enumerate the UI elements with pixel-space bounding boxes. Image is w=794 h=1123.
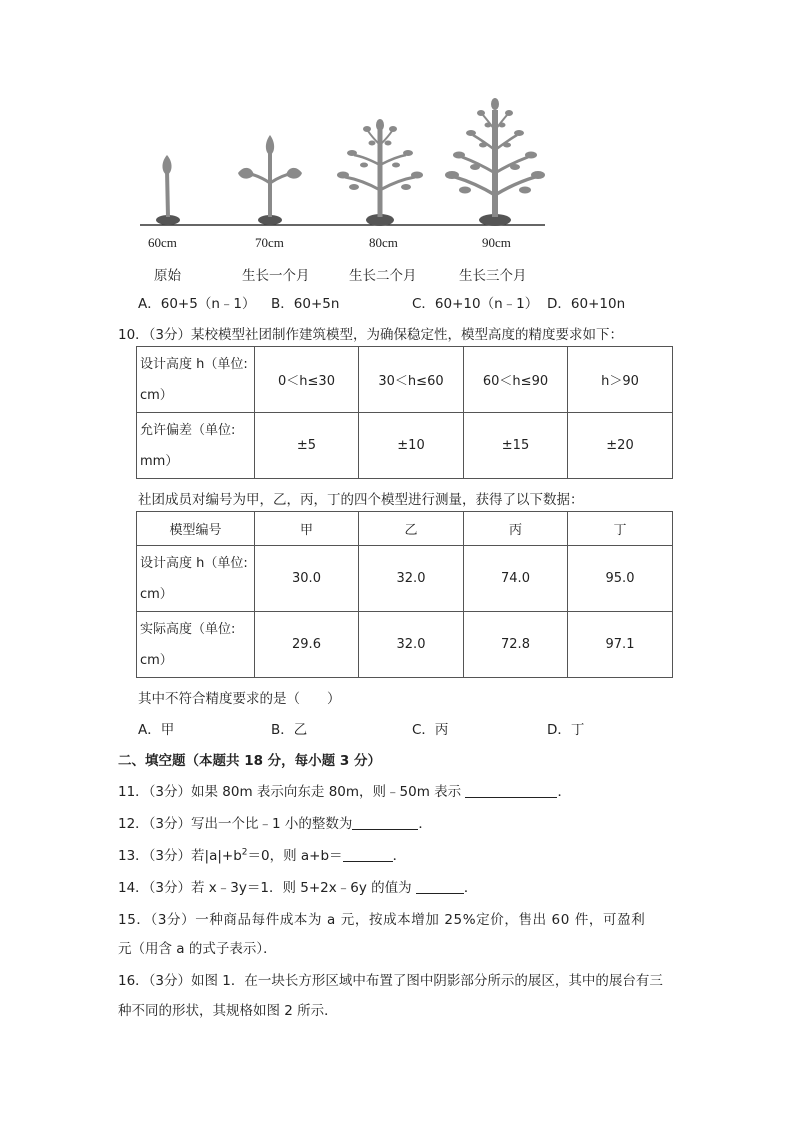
q15-line2: 元（用含 a 的式子表示）． (118, 941, 277, 957)
actual-height-row-header: 实际高度（单位: cm） (137, 612, 255, 678)
q10-stem: 10．（3分）某校模型社团制作建筑模型，为确保稳定性，模型高度的精度要求如下： (118, 327, 624, 343)
q10-intro2: 社团成员对编号为甲，乙，丙，丁的四个模型进行测量，获得了以下数据： (138, 492, 584, 508)
model-id-header: 模型编号 (137, 512, 255, 546)
q10-option-c: C．丙 (412, 722, 449, 738)
q9-option-d: D．60+10n (547, 296, 626, 312)
stage-label: 生长二个月 (349, 268, 417, 284)
tolerance-cell: ±20 (568, 413, 673, 479)
q9-option-a: A．60+5（n﹣1） (138, 296, 256, 312)
q13: 13．（3分）若$|a|+b^2=0$，则 a+b＝ ． (118, 847, 407, 864)
stage-label: 原始 (154, 268, 181, 284)
q10-option-d: D．丁 (547, 722, 585, 738)
q16-line2: 种不同的形状，其规格如图 2 所示． (118, 1003, 338, 1019)
tolerance-header: 允许偏差（单位: mm） (137, 413, 255, 479)
stage-label: 生长一个月 (242, 268, 310, 284)
plant-growth-figure (140, 95, 550, 230)
height-label: 60cm (148, 235, 177, 250)
q9-option-b: B．60+5n (271, 296, 340, 312)
q10-question: 其中不符合精度要求的是（ ） (138, 691, 341, 707)
q14: 14．（3分）若 x﹣3y＝1．则 5+2x﹣6y 的值为 ． (118, 880, 478, 896)
height-label: 70cm (255, 235, 284, 250)
model-cell: 丙 (464, 512, 568, 546)
range-cell: 60＜h≤90 (464, 347, 568, 413)
section-heading: 二、填空题（本题共 18 分，每小题 3 分） (118, 753, 381, 769)
plant-one-month (238, 135, 302, 225)
design-cell: 30.0 (255, 546, 359, 612)
answer-blank[interactable] (343, 847, 393, 862)
tolerance-cell: ±10 (359, 413, 464, 479)
height-label: 80cm (369, 235, 398, 250)
q11: 11．（3分）如果 80m 表示向东走 80m，则﹣50m 表示 ． (118, 784, 571, 800)
plant-three-months (445, 98, 545, 226)
plant-two-months (337, 119, 423, 226)
design-cell: 74.0 (464, 546, 568, 612)
tolerance-cell: ±15 (464, 413, 568, 479)
model-cell: 丁 (568, 512, 673, 546)
model-cell: 甲 (255, 512, 359, 546)
q10-option-a: A．甲 (138, 722, 175, 738)
actual-cell: 72.8 (464, 612, 568, 678)
q15-line1: 15．（3分）一种商品每件成本为 a 元，按成本增加 25%定价，售出 60 件，可盈利 (118, 912, 646, 928)
stage-label: 生长三个月 (459, 268, 527, 284)
actual-cell: 32.0 (359, 612, 464, 678)
q9-option-c: C．60+10（n﹣1） (412, 296, 539, 312)
q16-line1: 16．（3分）如图 1．在一块长方形区域中布置了图中阴影部分所示的展区，其中的展台有三 (118, 973, 663, 989)
plant-original (156, 155, 180, 225)
measurement-table (136, 511, 673, 678)
tolerance-cell: ±5 (255, 413, 359, 479)
answer-blank[interactable] (465, 783, 557, 798)
answer-blank[interactable] (352, 815, 418, 830)
design-height-header: 设计高度 h（单位: cm） (137, 347, 255, 413)
design-height-row-header: 设计高度 h（单位: cm） (137, 546, 255, 612)
design-cell: 95.0 (568, 546, 673, 612)
design-cell: 32.0 (359, 546, 464, 612)
range-cell: 0＜h≤30 (255, 347, 359, 413)
answer-blank[interactable] (416, 879, 464, 894)
model-cell: 乙 (359, 512, 464, 546)
range-cell: h＞90 (568, 347, 673, 413)
height-label: 90cm (482, 235, 511, 250)
precision-table (136, 346, 673, 479)
q12: 12．（3分）写出一个比﹣1 小的整数为 ． (118, 816, 432, 832)
actual-cell: 97.1 (568, 612, 673, 678)
actual-cell: 29.6 (255, 612, 359, 678)
q10-option-b: B．乙 (271, 722, 308, 738)
range-cell: 30＜h≤60 (359, 347, 464, 413)
